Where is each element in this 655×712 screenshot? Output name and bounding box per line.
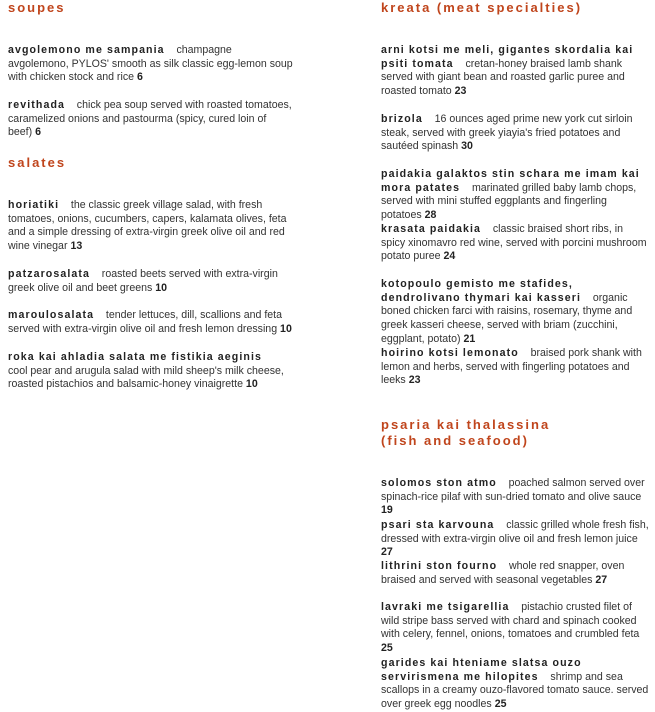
- item-price: 27: [381, 546, 393, 559]
- item-price: 13: [70, 240, 83, 253]
- item-price: 10: [245, 378, 258, 391]
- section-title-soupes: soupes: [8, 0, 66, 15]
- item-description: classic grilled whole fresh fish, dressed with extra-virgin olive oil and fresh lemon juice: [381, 519, 649, 545]
- item-description: cretan-honey braised lamb shank served with giant bean and roasted garlic puree and roasted tomato: [381, 57, 625, 98]
- item-description: the classic greek village salad, with fresh tomatoes, onions, cucumbers, capers, kalamata olives, feta and a simple dressing of extra-virgin greek olive oil and red wine vinegar: [8, 199, 287, 253]
- menu-item: [381, 657, 649, 712]
- item-description: chick pea soup served with roasted tomatoes, caramelized onions and pastourma (spicy, cured loin of beef): [8, 99, 292, 139]
- item-description: pistachio crusted filet of wild stripe bass served with chard and spinach cooked with celery, fennel, onions, tomatoes and crumbled feta: [381, 601, 640, 641]
- item-name: avgolemono me sampania: [8, 44, 165, 56]
- item-description: organic boned chicken farci with raisins, rosemary, thyme and greek kasseri cheese, served with briam (zucchini, eggplant, potato): [381, 291, 633, 345]
- section-title-kreata: kreata (meat specialties): [381, 0, 583, 15]
- item-description: marinated grilled baby lamb chops, served with mini stuffed eggplants and fingerling potatoes: [381, 181, 637, 222]
- menu-item: [381, 347, 649, 388]
- menu-item: [381, 223, 649, 264]
- item-description: poached salmon served over spinach-rice pilaf with sun-dried tomato and olive sauce: [381, 477, 645, 503]
- item-name: solomos ston atmo: [381, 477, 497, 489]
- menu-item: [8, 44, 293, 85]
- item-price: 30: [461, 140, 473, 153]
- menu-item: [381, 601, 649, 656]
- item-price: 6: [136, 71, 143, 84]
- item-name: hoirino kotsi lemonato: [381, 347, 519, 359]
- item-price: 6: [35, 126, 42, 139]
- item-description: champagne avgolemono, PYLOS' smooth as silk classic egg-lemon soup with chicken stock and rice: [8, 44, 293, 84]
- item-description: cool pear and arugula salad with mild sheep's milk cheese, roasted pistachios and balsamic-honey vinaigrette: [8, 364, 284, 391]
- item-price: 24: [443, 250, 456, 263]
- item-name: paidakia galaktos stin schara me imam kai mora patates: [381, 168, 640, 194]
- menu-item: [8, 268, 293, 295]
- item-price: 28: [424, 209, 437, 222]
- item-description: braised pork shank with lemon and herbs, served with fingerling potatoes and leeks: [381, 347, 642, 387]
- menu-item: [381, 113, 649, 154]
- item-name: lithrini ston fourno: [381, 560, 498, 572]
- item-name: kotopoulo gemisto me stafides, dendrolivano thymari kai kasseri: [381, 278, 582, 304]
- menu-item: [381, 519, 649, 560]
- item-price: 23: [454, 85, 467, 98]
- item-price: 10: [155, 281, 168, 294]
- item-name: garides kai hteniame slatsa ouzo servirismena me hilopites: [381, 657, 582, 683]
- item-description: classic braised short ribs, in spicy xinomavro red wine, served with porcini mushroom potato puree: [381, 223, 647, 263]
- menu-item: [381, 477, 649, 518]
- menu-item: [381, 168, 649, 223]
- menu-item: [381, 560, 649, 587]
- item-name: horiatiki: [8, 199, 60, 211]
- item-description: roasted beets served with extra-virgin greek olive oil and beet greens: [8, 268, 278, 294]
- item-name: roka kai ahladia salata me fistikia aeginis: [8, 351, 262, 363]
- section-title-psaria: [381, 417, 550, 449]
- item-description: shrimp and sea scallops in a creamy ouzo-flavored tomato sauce. served over greek egg noodles: [381, 670, 649, 711]
- menu-item: [8, 351, 293, 392]
- item-price: 25: [381, 642, 393, 655]
- item-name: lavraki me tsigarellia: [381, 601, 510, 613]
- menu-item: [381, 278, 649, 347]
- menu-item: [8, 99, 293, 140]
- item-description: tender lettuces, dill, scallions and feta served with extra-virgin olive oil and fresh lemon dressing: [8, 309, 282, 335]
- item-price: 27: [595, 573, 608, 586]
- section-title-salates: salates: [8, 155, 67, 170]
- item-price: 23: [408, 374, 421, 387]
- item-price: 10: [280, 322, 292, 335]
- item-name: maroulosalata: [8, 309, 95, 321]
- item-name: krasata paidakia: [381, 223, 482, 235]
- menu-item: [381, 44, 649, 99]
- item-price: 19: [381, 504, 393, 517]
- item-price: 21: [463, 332, 476, 345]
- item-price: 25: [494, 698, 507, 711]
- item-description: 16 ounces aged prime new york cut sirloin steak, served with greek yiayia's fried potatoes and sautéed spinash: [381, 113, 633, 153]
- menu-item: [8, 309, 293, 336]
- section-title-line: (fish and seafood): [381, 433, 529, 448]
- item-name: arni kotsi me meli, gigantes skordalia kai psiti tomata: [381, 44, 634, 70]
- item-name: patzarosalata: [8, 268, 91, 280]
- section-title-line: psaria kai thalassina: [381, 417, 551, 432]
- item-name: psari sta karvouna: [381, 519, 495, 531]
- item-name: revithada: [8, 99, 66, 111]
- item-description: whole red snapper, oven braised and served with seasonal vegetables: [381, 560, 625, 586]
- menu-item: [8, 199, 293, 254]
- item-name: brizola: [381, 113, 423, 125]
